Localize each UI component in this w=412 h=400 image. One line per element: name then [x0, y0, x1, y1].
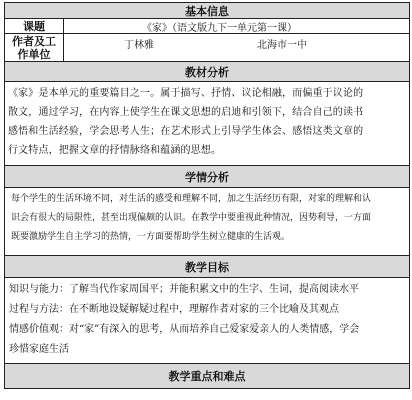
- author-values: [64, 34, 409, 61]
- author-label: [5, 34, 64, 61]
- topic-row: [5, 19, 409, 34]
- key-points-title: 教学重点和难点: [168, 370, 246, 383]
- learning-line-3: 既要激励学生自主学习的热情，一方面要帮助学生树立健康的生活观。: [11, 232, 291, 242]
- learning-analysis-body: [5, 188, 409, 256]
- key-points-header: [5, 364, 409, 389]
- material-line-4: 行文特点，把握文章的抒情脉络和蕴涵的思想。: [8, 145, 222, 156]
- material-analysis-body: [5, 82, 409, 166]
- author-school: 北海市一中: [257, 40, 307, 51]
- material-analysis-header: [5, 62, 409, 82]
- author-name: 丁林雅: [124, 40, 154, 51]
- teaching-goals-title: 教学目标: [185, 260, 229, 274]
- teaching-goals-header: [5, 256, 409, 278]
- material-analysis-title: 教材分析: [185, 65, 229, 79]
- basic-info-title: 基本信息: [185, 4, 229, 18]
- material-line-3: 感悟和生活经验，学会思考人生；在艺术形式上引导学生体会、感悟这类文章的: [8, 126, 364, 137]
- goal-emotion-cont: 珍惜家庭生活: [9, 344, 69, 355]
- learning-analysis-header: [5, 166, 409, 188]
- goal-emotion: 情感价值观：对“家”有深入的思考，从而培养自己爱家爱亲人的人类情感，学会: [9, 324, 360, 335]
- material-line-1: 《家》是本单元的重要篇目之一。属于描写、抒情、议论相融，而偏重于议论的: [8, 88, 364, 99]
- goal-knowledge: 知识与能力：了解当代作家周国平；并能积累文中的生字、生词，提高阅读水平: [9, 284, 359, 295]
- learning-analysis-title: 学情分析: [185, 170, 229, 184]
- teaching-goals-body: [5, 278, 409, 364]
- author-label-line1: 作者及工: [12, 34, 56, 48]
- learning-line-2: 识会有很大的局限性，甚至出现偏颇的认识。在教学中要重视此种情况，因势利导，一方面: [11, 213, 372, 223]
- material-line-2: 散文，通过学习，在内容上使学生在课文思想的启迪和引领下，结合自己的读书: [8, 107, 364, 118]
- author-label-line2: 作单位: [17, 47, 51, 61]
- author-row: [5, 34, 409, 62]
- lesson-plan-table: [4, 2, 410, 389]
- goal-process: 过程与方法：在不断地设疑解疑过程中，理解作者对家的三个比喻及其观点: [9, 304, 339, 315]
- basic-info-header: [5, 3, 409, 19]
- learning-line-1: 每个学生的生活环境不同，对生活的感受和理解不同，加之生活经历有限，对家的理解和认: [11, 194, 372, 204]
- topic-value: 《家》（语文版九下一单元第一课）: [142, 22, 297, 34]
- topic-label: 课题: [5, 19, 64, 33]
